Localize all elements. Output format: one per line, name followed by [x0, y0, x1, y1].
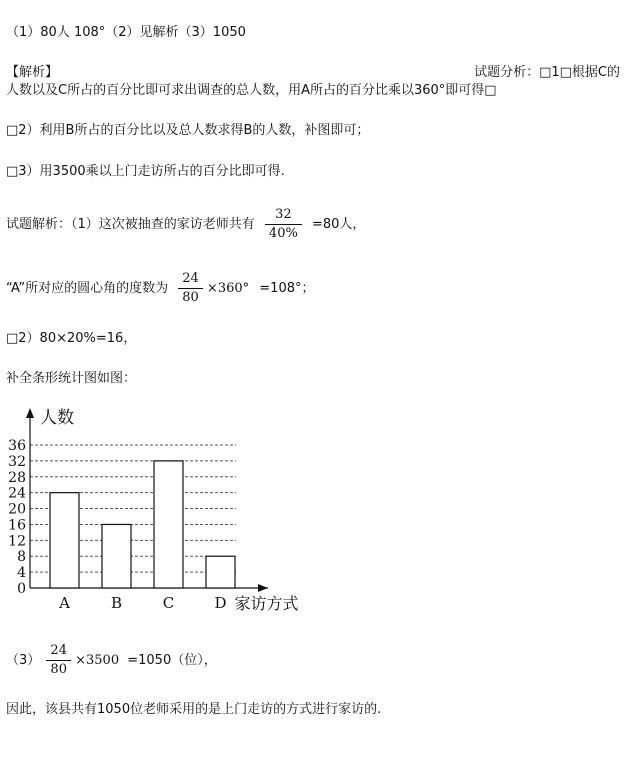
analysis-line-1: 人数以及C所占的百分比即可求出调查的总人数，用A所占的百分比乘以360°即可得□	[6, 83, 497, 98]
chart-caption: 补全条形统计图如图：	[6, 371, 137, 386]
y-tick-label: 0	[17, 581, 26, 597]
y-tick-label: 36	[8, 438, 26, 454]
analysis-title: 【解析】	[6, 65, 59, 80]
solution-2: □2）80×20%=16，	[6, 331, 137, 346]
x-tick-label: D	[214, 594, 227, 612]
fraction-numerator: 32	[265, 206, 302, 225]
y-axis-arrow	[26, 408, 34, 418]
fraction-visits	[46, 642, 71, 679]
solution-3-suffix: =1050（位），	[127, 653, 217, 668]
analysis-intro: 试题分析：□1□根据C的	[474, 65, 620, 80]
bar-D	[206, 556, 235, 588]
solution-3-prefix: （3）	[6, 653, 41, 668]
x-tick-label: A	[59, 594, 70, 612]
x-tick-label: B	[110, 594, 123, 612]
y-tick-label: 20	[8, 501, 26, 518]
answer-line: （1）80人 108°（2）见解析（3）1050	[6, 25, 246, 40]
solution-1-suffix: =80人，	[311, 217, 366, 232]
y-tick-label: 4	[17, 565, 26, 582]
y-tick-label: 28	[8, 469, 26, 486]
y-tick-label: 32	[8, 453, 26, 470]
fraction-numerator: 24	[46, 642, 71, 661]
analysis-line-2: □2）利用B所占的百分比以及总人数求得B的人数，补图即可；	[6, 123, 370, 138]
solution-1b-suffix: =108°；	[259, 281, 315, 296]
solution-1-prefix: 试题解析：（1）这次被抽查的家访老师共有	[6, 217, 255, 232]
solution-1	[6, 206, 365, 243]
y-tick-label: 24	[8, 485, 26, 502]
solution-3	[6, 642, 217, 679]
solution-1b	[6, 270, 315, 307]
analysis-line-3: □3）用3500乘以上门走访所占的百分比即可得.	[6, 164, 285, 179]
y-tick-label: 8	[17, 549, 26, 566]
conclusion: 因此，该县共有1050位老师采用的是上门走访的方式进行家访的.	[6, 702, 382, 717]
solution-1b-prefix: “A”所对应的圆心角的度数为	[6, 281, 169, 296]
fraction-denominator: 80	[50, 662, 67, 677]
fraction-angle	[178, 270, 203, 307]
y-tick-label: 16	[8, 517, 26, 534]
fraction-numerator: 24	[178, 270, 203, 289]
y-tick-label: 12	[8, 533, 26, 550]
x-tick-label: C	[162, 594, 175, 612]
x-axis-arrow	[258, 584, 268, 592]
bar-C	[154, 461, 183, 588]
solution-3-mid: ×3500	[75, 653, 120, 668]
bar-chart	[0, 400, 320, 625]
solution-1b-mid: ×360°	[206, 281, 250, 296]
x-axis-label: 家访方式	[234, 594, 299, 613]
bar-B	[102, 524, 131, 588]
fraction-denominator: 40%	[268, 226, 298, 241]
fraction-total	[265, 206, 302, 243]
y-axis-label: 人数	[40, 408, 74, 428]
bar-A	[50, 493, 79, 588]
fraction-denominator: 80	[182, 290, 199, 305]
